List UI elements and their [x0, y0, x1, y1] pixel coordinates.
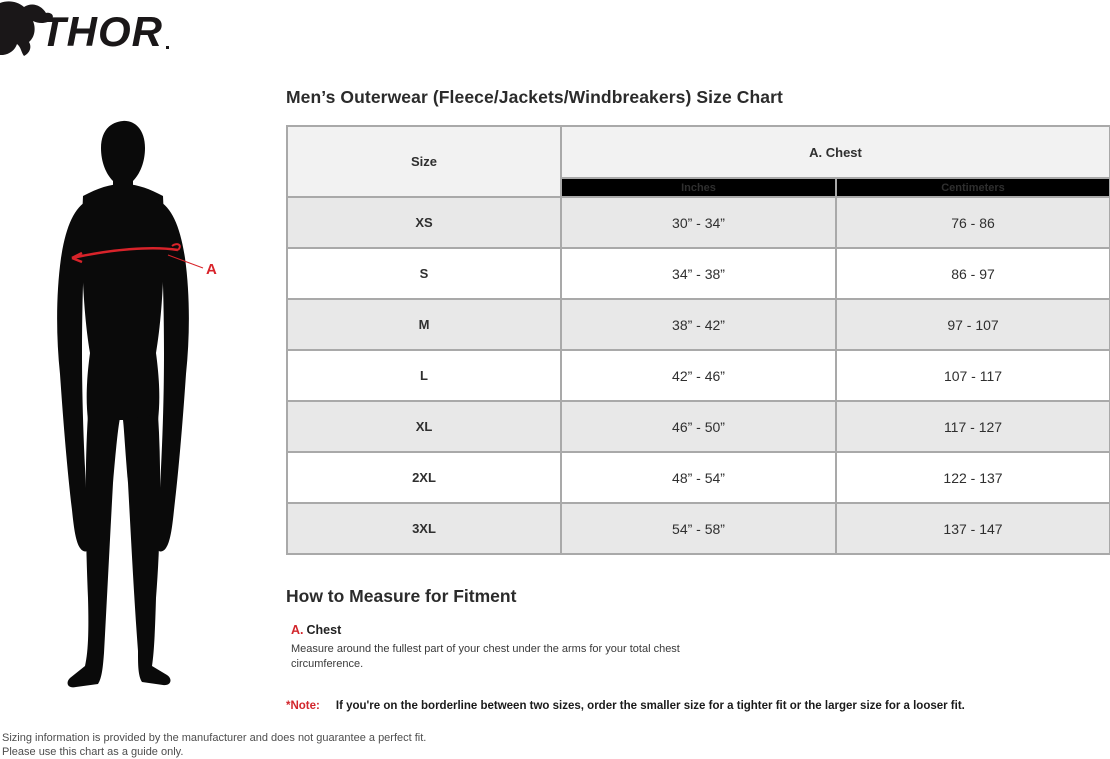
size-label: S — [287, 248, 561, 299]
table-row — [287, 299, 1110, 350]
disclaimer-line-2: Please use this chart as a guide only. — [2, 745, 184, 758]
thor-goat-icon — [0, 0, 180, 58]
table-row — [287, 452, 1110, 503]
table-row — [287, 401, 1110, 452]
body-measurement-diagram — [28, 118, 242, 690]
size-label: M — [287, 299, 561, 350]
table-row — [287, 503, 1110, 554]
chest-inches: 30” - 34” — [561, 197, 836, 248]
table-row — [287, 197, 1110, 248]
chest-inches: 38” - 42” — [561, 299, 836, 350]
column-header-size: Size — [287, 126, 561, 197]
measure-item-description: Measure around the fullest part of your chest under the arms for your total chest circumference. — [291, 643, 680, 670]
note-text: If you're on the borderline between two sizes, order the smaller size for a tighter fit or the larger size for a looser fit. — [335, 700, 965, 712]
note-label: *Note: — [286, 700, 320, 712]
unit-header-inches: Inches — [561, 178, 836, 197]
measure-item-letter: A. — [291, 623, 304, 637]
size-label: XS — [287, 197, 561, 248]
measure-section-heading: How to Measure for Fitment — [286, 586, 517, 606]
chest-cm: 117 - 127 — [836, 401, 1110, 452]
chest-cm: 76 - 86 — [836, 197, 1110, 248]
chest-cm: 122 - 137 — [836, 452, 1110, 503]
column-header-chest: A. Chest — [561, 126, 1110, 178]
size-label: L — [287, 350, 561, 401]
chest-inches: 34” - 38” — [561, 248, 836, 299]
chest-measure-label: A — [206, 261, 217, 278]
sizing-note — [286, 700, 965, 712]
brand-logo — [0, 0, 180, 58]
chest-inches: 46” - 50” — [561, 401, 836, 452]
man-silhouette-icon — [57, 121, 189, 687]
page-title: Men’s Outerwear (Fleece/Jackets/Windbreakers) Size Chart — [286, 87, 783, 107]
disclaimer-footer — [2, 732, 426, 759]
chest-inches: 48” - 54” — [561, 452, 836, 503]
disclaimer-line-1: Sizing information is provided by the manufacturer and does not guarantee a perfect fit. — [2, 732, 427, 744]
chest-cm: 137 - 147 — [836, 503, 1110, 554]
size-chart-table — [286, 125, 1109, 555]
chest-cm: 107 - 117 — [836, 350, 1110, 401]
table-row — [287, 350, 1110, 401]
measure-item-title — [291, 623, 341, 637]
size-label: 2XL — [287, 452, 561, 503]
chest-cm: 97 - 107 — [836, 299, 1110, 350]
unit-header-centimeters: Centimeters — [836, 178, 1110, 197]
table-row — [287, 248, 1110, 299]
size-label: 3XL — [287, 503, 561, 554]
chest-inches: 54” - 58” — [561, 503, 836, 554]
chest-cm: 86 - 97 — [836, 248, 1110, 299]
size-label: XL — [287, 401, 561, 452]
svg-text:THOR: THOR — [40, 8, 163, 55]
chest-inches: 42” - 46” — [561, 350, 836, 401]
measure-item-name: Chest — [306, 623, 342, 637]
